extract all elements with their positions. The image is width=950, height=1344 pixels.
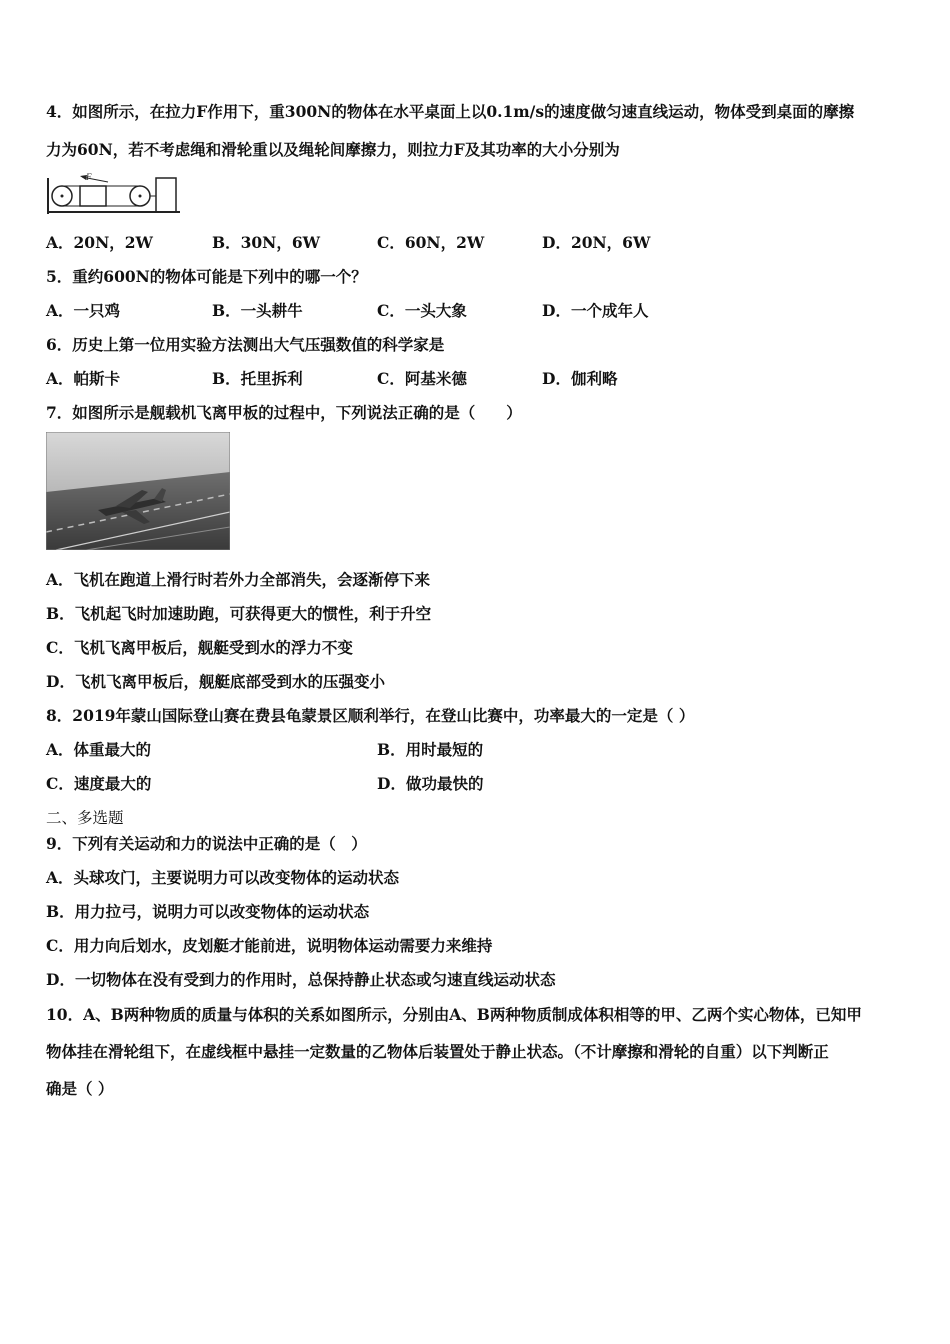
q5-option-b: B．一头耕牛 (212, 301, 303, 320)
q5-stem: 5．重约600N的物体可能是下列中的哪一个？ (46, 267, 367, 286)
q10-stem-line-1: 10．A、B两种物质的质量与体积的关系如图所示，分别由A、B两种物质制成体积相等的甲、乙两个实心物体，已知甲 (46, 1005, 862, 1024)
section-title-multi-choice: 二、多选题 (46, 809, 124, 827)
wall-block (156, 178, 176, 212)
pulley-figure (46, 172, 180, 220)
q6-stem: 6．历史上第一位用实验方法测出大气压强数值的科学家是 (46, 335, 445, 354)
q4-stem-line-2: 力为60N，若不考虑绳和滑轮重以及绳轮间摩擦力，则拉力F及其功率的大小分别为 (46, 140, 620, 159)
q5-option-d: D．一个成年人 (542, 301, 649, 320)
force-label: F (86, 172, 92, 182)
q7-stem: 7．如图所示是舰载机飞离甲板的过程中，下列说法正确的是（ ） (46, 403, 522, 422)
q7-option-a: A．飞机在跑道上滑行时若外力全部消失，会逐渐停下来 (46, 570, 431, 589)
q8-option-d: D．做功最快的 (377, 774, 484, 793)
q5-option-a: A．一只鸡 (46, 301, 121, 320)
q9-option-d: D．一切物体在没有受到力的作用时，总保持静止状态或匀速直线运动状态 (46, 970, 556, 989)
q8-stem: 8．2019年蒙山国际登山赛在费县龟蒙景区顺利举行，在登山比赛中，功率最大的一定是（ ） (46, 706, 695, 725)
q4-stem-line-1: 4．如图所示，在拉力F作用下，重300N的物体在水平桌面上以0.1m/s的速度做匀速直线运动，物体受到桌面的摩擦 (46, 102, 855, 121)
q4-option-d: D．20N，6W (542, 233, 651, 252)
q6-option-b: B．托里拆利 (212, 369, 303, 388)
q8-option-a: A．体重最大的 (46, 740, 152, 759)
q4-option-b: B．30N，6W (212, 233, 321, 252)
object-block (80, 186, 106, 206)
q5-option-c: C．一头大象 (377, 301, 467, 320)
q7-option-c: C．飞机飞离甲板后，舰艇受到水的浮力不变 (46, 638, 353, 657)
q9-option-c: C．用力向后划水，皮划艇才能前进，说明物体运动需要力来维持 (46, 936, 493, 955)
q6-option-a: A．帕斯卡 (46, 369, 121, 388)
q9-stem: 9．下列有关运动和力的说法中正确的是（ ） (46, 834, 367, 853)
q10-stem-line-3: 确是（ ） (46, 1079, 114, 1098)
q7-option-b: B．飞机起飞时加速助跑，可获得更大的惯性，利于升空 (46, 604, 432, 623)
carrier-jet-photo (46, 432, 230, 550)
q4-option-a: A．20N，2W (46, 233, 153, 252)
q4-option-c: C．60N，2W (377, 233, 485, 252)
q6-option-d: D．伽利略 (542, 369, 618, 388)
q10-stem-line-2: 物体挂在滑轮组下，在虚线框中悬挂一定数量的乙物体后装置处于静止状态。（不计摩擦和滑轮的自重）以下判断正 (46, 1042, 829, 1061)
q9-option-a: A．头球攻门，主要说明力可以改变物体的运动状态 (46, 868, 400, 887)
q7-option-d: D．飞机飞离甲板后，舰艇底部受到水的压强变小 (46, 672, 385, 691)
q8-option-b: B．用时最短的 (377, 740, 484, 759)
q6-option-c: C．阿基米德 (377, 369, 467, 388)
q9-option-b: B．用力拉弓，说明力可以改变物体的运动状态 (46, 902, 370, 921)
q8-option-c: C．速度最大的 (46, 774, 152, 793)
